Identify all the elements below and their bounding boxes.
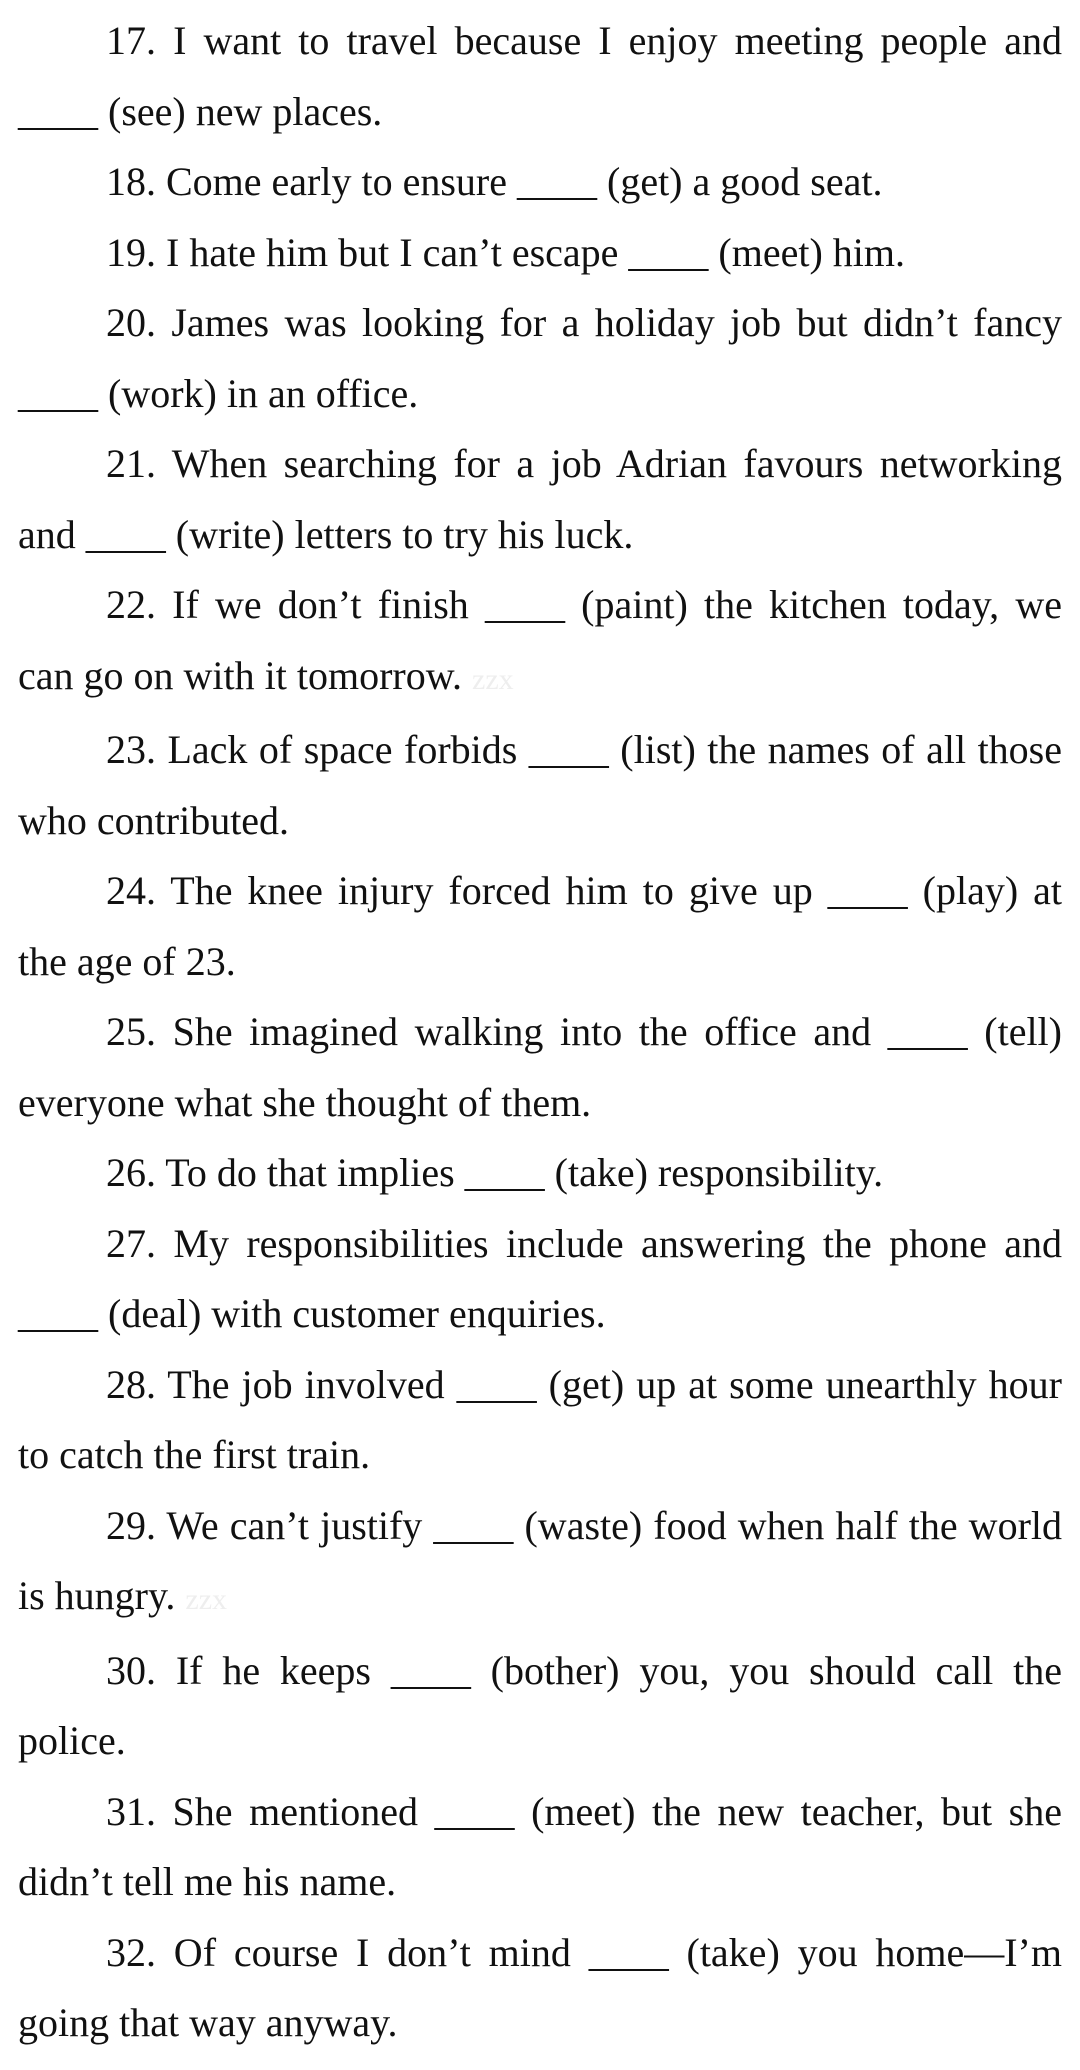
question-31 [18,1777,1062,1918]
question-text: 25. She imagined walking into the office and ____ (tell) everyone what she thought of them. [18,1009,1062,1125]
question-text: 20. James was looking for a holiday job but didn’t fancy ____ (work) in an office. [18,300,1062,416]
question-19 [18,218,1062,289]
question-text: 18. Come early to ensure ____ (get) a good seat. [106,159,883,204]
watermark: zzx [472,662,514,696]
question-text: 30. If he keeps ____ (bother) you, you should call the police. [18,1647,1062,1763]
question-text: 24. The knee injury forced him to give up ____ (play) at the age of 23. [18,868,1062,984]
question-text: 26. To do that implies ____ (take) responsibility. [106,1150,884,1195]
question-23 [18,715,1062,856]
question-text: 27. My responsibilities include answering the phone and ____ (deal) with customer enquiries. [18,1220,1062,1336]
question-text: 31. She mentioned ____ (meet) the new teacher, but she didn’t tell me his name. [18,1788,1062,1904]
question-32 [18,1918,1062,2059]
question-20 [18,288,1062,429]
question-text: 17. I want to travel because I enjoy meeting people and ____ (see) new places. [18,18,1062,134]
question-26 [18,1138,1062,1209]
question-21 [18,429,1062,570]
question-28 [18,1350,1062,1491]
question-text: 32. Of course I don’t mind ____ (take) you home—I’m going that way anyway. [18,1929,1062,2045]
question-text: 23. Lack of space forbids ____ (list) the names of all those who contributed. [18,727,1062,843]
question-17 [18,6,1062,147]
question-27 [18,1209,1062,1350]
question-text: 22. If we don’t finish ____ (paint) the kitchen today, we can go on with it tomorrow. [18,582,1062,698]
question-25 [18,997,1062,1138]
question-29 [18,1491,1062,1636]
question-text: 19. I hate him but I can’t escape ____ (meet) him. [106,229,906,275]
question-22 [18,570,1062,715]
watermark: zzx [185,1583,228,1616]
question-18 [18,147,1062,218]
question-24 [18,856,1062,997]
question-text: 21. When searching for a job Adrian favours networking and ____ (write) letters to try his luck. [18,441,1062,557]
question-text: 28. The job involved ____ (get) up at some unearthly hour to catch the first train. [18,1361,1062,1477]
question-30 [18,1636,1062,1777]
question-text: 29. We can’t justify ____ (waste) food when half the world is hungry. [18,1502,1062,1618]
